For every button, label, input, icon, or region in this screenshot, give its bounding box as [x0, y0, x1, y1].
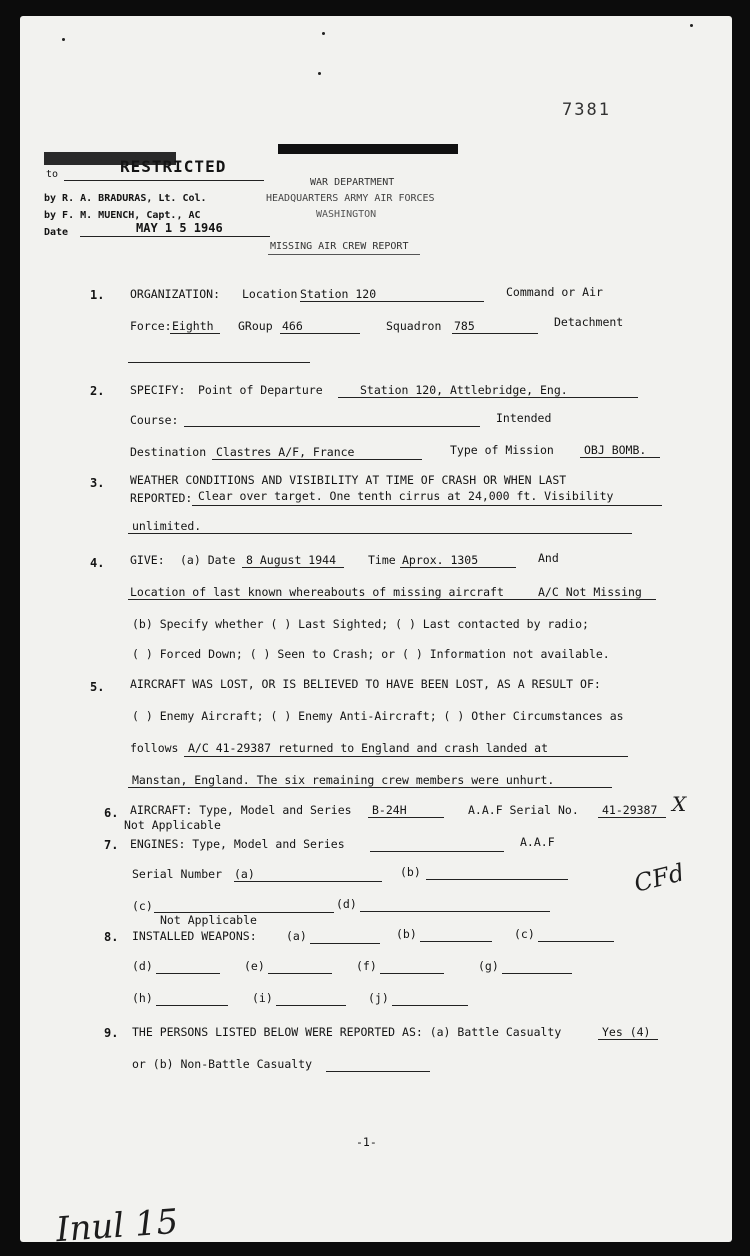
initials-mark: CFd [631, 858, 688, 898]
aaf-serial-line [598, 817, 666, 818]
aaf-serial-value: 41-29387 [602, 803, 658, 817]
group-line [280, 333, 360, 334]
follows-line-2 [128, 787, 612, 788]
engines-label: ENGINES: Type, Model and Series [130, 837, 345, 851]
serial-a-label: (a) [234, 867, 255, 881]
weather-line-1 [192, 505, 662, 506]
detachment-label: Detachment [554, 315, 624, 329]
aircraft-lost-heading: AIRCRAFT WAS LOST, OR IS BELIEVED TO HAVE BEEN LOST, AS A RESULT OF: [130, 677, 601, 691]
squadron-label: Squadron [386, 319, 442, 333]
command-label: Command or Air [506, 285, 603, 299]
weapon-e-line [268, 973, 332, 974]
section-1-number: 1. [90, 288, 105, 302]
section-9-number: 9. [104, 1026, 119, 1040]
report-title: MISSING AIR CREW REPORT [270, 241, 409, 252]
location-whereabouts-label: Location of last known whereabouts of missing aircraft [130, 585, 504, 599]
follows-value-line-2: Manstan, England. The six remaining crew members were unhurt. [132, 773, 555, 787]
weapon-h-line [156, 1005, 228, 1006]
department-name: WAR DEPARTMENT [310, 177, 395, 188]
location-value: Station 120 [300, 287, 377, 301]
battle-casualty-line [598, 1039, 658, 1040]
weapon-f-line [380, 973, 444, 974]
destination-line [212, 459, 422, 460]
weapon-d-line [156, 973, 220, 974]
handwritten-signature: Inul 15 [54, 1201, 180, 1251]
section-2-number: 2. [90, 384, 105, 398]
weapon-b-label: (b) [396, 927, 417, 941]
and-label: And [538, 551, 559, 565]
engines-line [370, 851, 504, 852]
classification-label: Classification changed [44, 153, 177, 164]
ink-mark [322, 32, 325, 35]
intended-label: Intended [496, 411, 552, 425]
time-value: Aprox. 1305 [402, 553, 479, 567]
weapon-j-line [392, 1005, 468, 1006]
mission-label: Type of Mission [450, 443, 554, 457]
section-3-number: 3. [90, 476, 105, 490]
give-label: GIVE: [130, 553, 165, 567]
location-whereabouts-line [128, 599, 656, 600]
course-label: Course: [130, 413, 179, 427]
serial-b-label: (b) [400, 865, 421, 879]
force-label: Force: [130, 319, 172, 333]
section-6-number: 6. [104, 806, 119, 820]
location-label: Location [242, 287, 298, 301]
mission-line [580, 457, 660, 458]
weather-value-line-1: Clear over target. One tenth cirrus at 24,000 ft. Visibility [198, 489, 614, 503]
ink-mark [690, 24, 693, 27]
follows-label: follows [130, 741, 179, 755]
organization-label: ORGANIZATION: [130, 287, 221, 301]
date-value-line [242, 567, 344, 568]
squadron-line [452, 333, 538, 334]
by-line-1: by R. A. BRADURAS, Lt. Col. [44, 193, 207, 204]
weapons-label: INSTALLED WEAPONS: [132, 929, 257, 943]
weapon-g-label: (g) [478, 959, 499, 973]
non-battle-casualty-line [326, 1071, 430, 1072]
report-title-underline [268, 254, 420, 255]
ink-mark [62, 38, 65, 41]
aircraft-type-value: B-24H [372, 803, 407, 817]
weapon-j-label: (j) [368, 991, 389, 1005]
to-line [64, 180, 264, 181]
redaction-bar [278, 144, 458, 154]
weapon-c-label: (c) [514, 927, 535, 941]
section-4-number: 4. [90, 556, 105, 570]
section-7-number: 7. [104, 838, 119, 852]
specify-label: SPECIFY: [130, 383, 186, 397]
date-label: Date [44, 227, 69, 238]
document-page [20, 16, 732, 1251]
weather-value-line-2: unlimited. [132, 519, 202, 533]
specify-whether-line: (b) Specify whether ( ) Last Sighted; ( ) Last contacted by radio; [132, 617, 589, 631]
weapon-a-line [310, 943, 380, 944]
ink-mark [318, 72, 321, 75]
lost-cause-options: ( ) Enemy Aircraft; ( ) Enemy Anti-Aircraft; ( ) Other Circumstances as [132, 709, 624, 723]
aircraft-type-label: AIRCRAFT: Type, Model and Series [130, 803, 352, 817]
weapon-i-label: (i) [252, 991, 273, 1005]
aaf-serial-label: A.A.F Serial No. [468, 803, 579, 817]
document-number: 7381 [562, 100, 611, 120]
weapon-f-label: (f) [356, 959, 377, 973]
departure-label: Point of Departure [198, 383, 323, 397]
time-value-line [400, 567, 516, 568]
aircraft-type-line [368, 817, 444, 818]
serial-b-line [426, 879, 568, 880]
serial-d-line [360, 911, 550, 912]
weapon-g-line [502, 973, 572, 974]
date-line [80, 236, 270, 237]
weapon-i-line [276, 1005, 346, 1006]
destination-value: Clastres A/F, France [216, 445, 355, 459]
follows-value-line-1: A/C 41-29387 returned to England and crash landed at [188, 741, 549, 755]
squadron-value: 785 [454, 319, 475, 333]
serial-a-line [234, 881, 382, 882]
classification-stamp: RESTRICTED [120, 157, 227, 176]
department-hq: HEADQUARTERS ARMY AIR FORCES [266, 193, 435, 204]
date-value: 8 August 1944 [246, 553, 337, 567]
force-value: Eighth [172, 319, 214, 333]
location-line [300, 301, 484, 302]
detachment-line [128, 362, 310, 363]
weapons-not-applicable: Not Applicable [160, 913, 257, 927]
group-label: GRoup [238, 319, 273, 333]
section-5-number: 5. [90, 680, 105, 694]
date-a-label: (a) Date [180, 553, 236, 567]
date-stamp: MAY 1 5 1946 [136, 221, 223, 235]
weapon-b-line [420, 941, 492, 942]
group-value: 466 [282, 319, 303, 333]
follows-line-1 [184, 756, 628, 757]
department-city: WASHINGTON [316, 209, 377, 220]
to-label: to [46, 169, 59, 180]
engines-aaf-label: A.A.F [520, 835, 555, 849]
weapon-h-label: (h) [132, 991, 153, 1005]
non-battle-casualty-label: or (b) Non-Battle Casualty [132, 1057, 313, 1071]
persons-listed-label: THE PERSONS LISTED BELOW WERE REPORTED AS: (a) Battle Casualty [132, 1025, 562, 1039]
serial-number-label: Serial Number [132, 867, 223, 881]
time-label: Time [368, 553, 396, 567]
weapon-a-label: (a) [286, 929, 307, 943]
force-line [170, 333, 220, 334]
reported-label: REPORTED: [130, 491, 193, 505]
mission-value: OBJ BOMB. [584, 443, 647, 457]
departure-line [338, 397, 638, 398]
weapon-e-label: (e) [244, 959, 265, 973]
serial-c-label: (c) [132, 899, 153, 913]
weather-line-2 [128, 533, 632, 534]
course-line [184, 426, 480, 427]
section-8-number: 8. [104, 930, 119, 944]
destination-label: Destination [130, 445, 207, 459]
battle-casualty-value: Yes (4) [602, 1025, 651, 1039]
serial-d-label: (d) [336, 897, 357, 911]
forced-down-line: ( ) Forced Down; ( ) Seen to Crash; or ( ) Information not available. [132, 647, 610, 661]
page-number: -1- [356, 1135, 377, 1149]
x-mark: X [672, 792, 687, 816]
engines-not-applicable: Not Applicable [124, 818, 221, 832]
by-line-2: by F. M. MUENCH, Capt., AC [44, 210, 201, 221]
weapon-c-line [538, 941, 614, 942]
location-whereabouts-value: A/C Not Missing [538, 585, 642, 599]
departure-value: Station 120, Attlebridge, Eng. [360, 383, 568, 397]
weather-heading: WEATHER CONDITIONS AND VISIBILITY AT TIME OF CRASH OR WHEN LAST [130, 473, 567, 487]
weapon-d-label: (d) [132, 959, 153, 973]
